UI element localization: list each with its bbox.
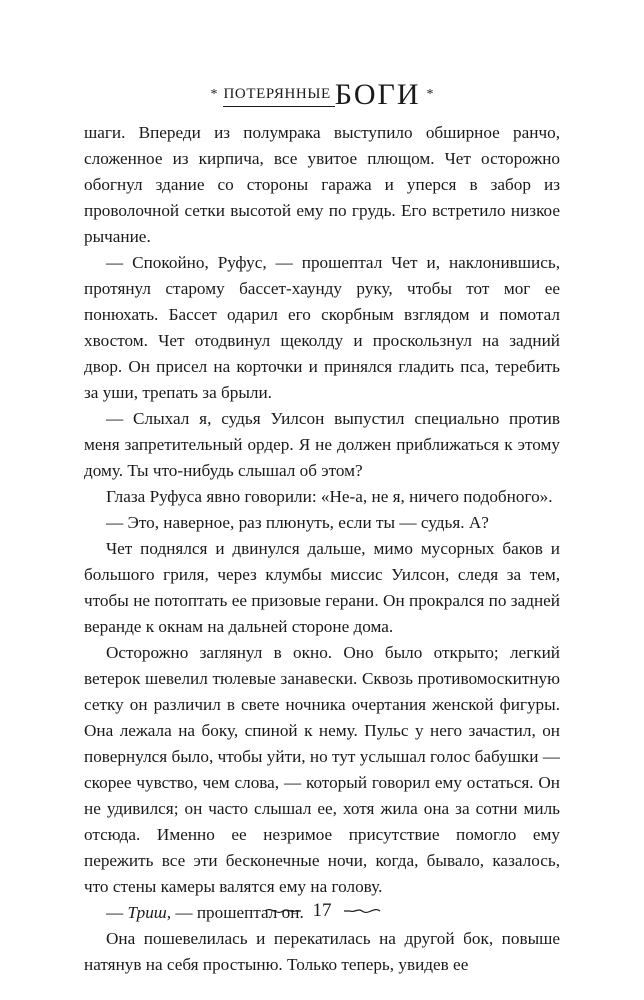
ornament-left-icon bbox=[251, 903, 303, 919]
paragraph-4: Глаза Руфуса явно говорили: «Не-а, не я, ничего подобного». bbox=[106, 487, 553, 506]
paragraph-8-whisper: — Триш, — прошептал он. bbox=[106, 903, 304, 922]
page-footer bbox=[0, 896, 644, 926]
paragraph-6: Чет поднялся и двинулся дальше, мимо мусорных баков и большого гриля, через клумбы миссис Уилсон, следя за тем, чтобы не потоптать ее призовые герани. Он прокрался по задней веранде к окнам на дальней стороне дома. bbox=[84, 539, 560, 636]
paragraph-3: — Слыхал я, судья Уилсон выпустил специально против меня запретительный ордер. Я не должен приближаться к этому дому. Ты что-нибудь слышал об этом? bbox=[84, 409, 560, 480]
ornament-right-icon bbox=[342, 903, 394, 919]
whisper-name-italic: Триш bbox=[127, 903, 167, 922]
body-text bbox=[84, 120, 560, 978]
running-head-star-right: * bbox=[426, 87, 434, 102]
page-number: 17 bbox=[312, 900, 332, 921]
paragraph-2: — Спокойно, Руфус, — прошептал Чет и, наклонившись, протянул старому бассет-хаунду руку, чтобы тот мог ее понюхать. Бассет одарил его скорбным взглядом и помотал хвостом. Чет отодвинул щеколду и проскользнул на задний двор. Он присел на корточки и принялся гладить пса, теребить за уши, трепать за брыли. bbox=[84, 253, 560, 402]
paragraph-1: шаги. Впереди из полумрака выступило обширное ранчо, сложенное из кирпича, все увитое плющом. Чет осторожно обогнул здание со стороны гаража и уперся в забор из проволочной сетки высотой ему по грудь. Его встретило низкое рычание. bbox=[84, 123, 560, 246]
running-head bbox=[0, 72, 644, 112]
paragraph-9: Она пошевелилась и перекатилась на другой бок, повыше натянув на себя простыню. Только теперь, увидев ее bbox=[84, 929, 560, 974]
running-head-series-word: ПОТЕРЯННЫЕ bbox=[223, 86, 331, 102]
paragraph-5: — Это, наверное, раз плюнуть, если ты — судья. А? bbox=[106, 513, 489, 532]
running-head-title-word: БОГИ bbox=[334, 78, 421, 111]
whisper-rest: , — прошептал он. bbox=[166, 903, 304, 922]
paragraph-7: Осторожно заглянул в окно. Оно было открыто; легкий ветерок шевелил тюлевые занавески. Сквозь противомоскитную сетку он различил в свете ночника очертания женской фигуры. Она лежала на боку, спиной к нему. Пульс у него зачастил, он повернулся было, чтобы уйти, но тут услышал голос бабушки — скорее чувство, чем слова, — который говорил ему остаться. Он не удивился; он часто слышал ее, хотя жила она за сотни миль отсюда. Именно ее незримое присутствие помогло ему пережить все эти бесконечные ночи, когда, бывало, казалось, что стены камеры валятся ему на голову. bbox=[84, 643, 560, 896]
running-head-star-left: * bbox=[210, 87, 218, 102]
